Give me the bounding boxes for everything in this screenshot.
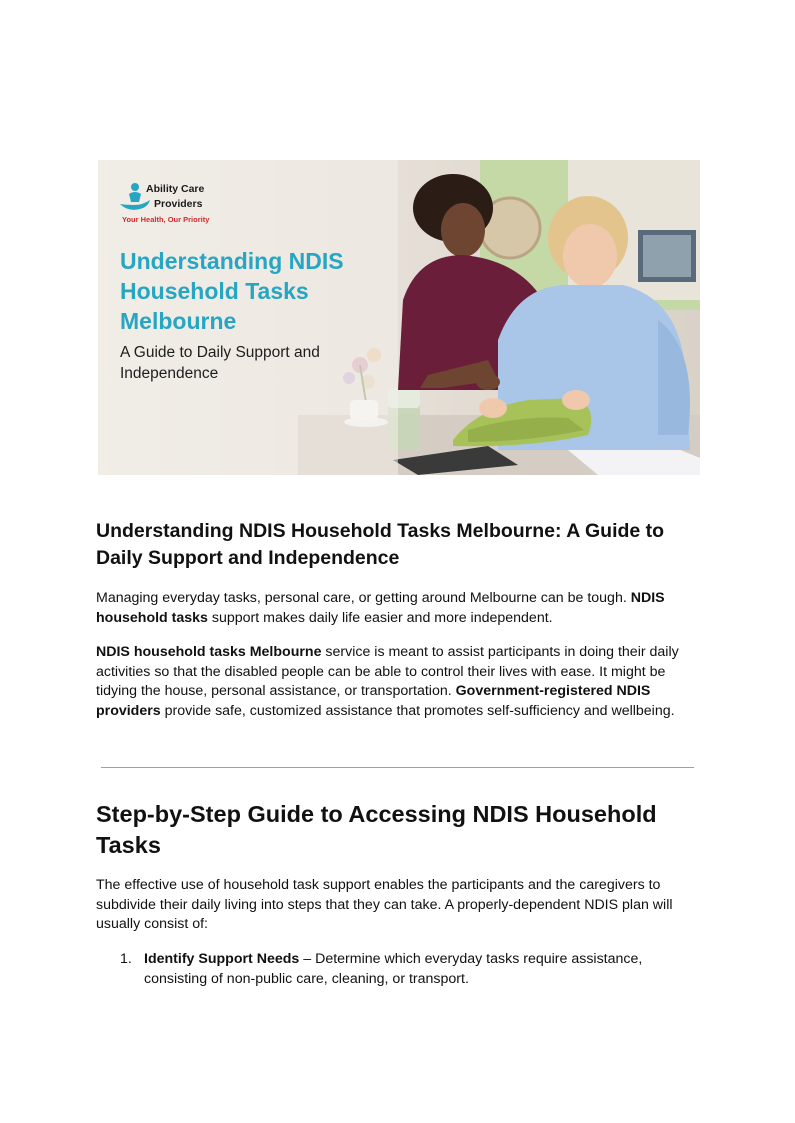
service-bold-1: NDIS household tasks Melbourne [96, 644, 322, 660]
banner-subtitle-line1: A Guide to Daily Support and [120, 344, 320, 361]
list-item-title: Identify Support Needs [144, 951, 300, 967]
logo-name-line2: Providers [154, 198, 203, 210]
list-item [96, 950, 706, 989]
logo-tagline: Your Health, Our Priority [122, 215, 210, 224]
section-heading: Step-by-Step Guide to Accessing NDIS Household Tasks [96, 801, 657, 858]
intro-bold: NDIS household tasks [96, 590, 665, 626]
banner-subtitle-line2: Independence [120, 365, 219, 382]
article-heading: Understanding NDIS Household Tasks Melbourne: A Guide to Daily Support and Independence [96, 520, 665, 569]
section-intro: The effective use of household task support enables the participants and the caregivers to subdivide their daily living into steps that they can take. A properly-dependent NDIS plan will usually consist of: [96, 877, 673, 933]
steps-list [96, 950, 706, 989]
list-item-text: – Determine which everyday tasks require assistance, consisting of non-public care, cleaning, or transport. [144, 951, 643, 987]
logo-name [146, 182, 204, 212]
banner-title-line2: Household Tasks [120, 278, 309, 304]
service-paragraph [96, 643, 706, 721]
banner-title-line1: Understanding NDIS [120, 248, 344, 274]
brand-logo [118, 178, 258, 234]
intro-paragraph [96, 589, 706, 628]
banner-title [120, 246, 380, 336]
logo-name-line1: Ability Care [146, 183, 205, 195]
service-text-2: provide safe, customized assistance that promotes self-sufficiency and wellbeing. [160, 702, 675, 719]
service-text-1: service is meant to assist participants in doing their daily activities so that the disabled people can be able to control their lives with ease. It might be tidying the house, personal assistance, or transportation. [96, 644, 679, 700]
intro-text-after: support makes daily life easier and more independent. [207, 609, 553, 626]
service-bold-2: Government-registered NDIS providers [96, 683, 651, 719]
hero-banner [98, 160, 700, 475]
horizontal-divider [101, 767, 694, 768]
intro-text-before: Managing everyday tasks, personal care, or getting around Melbourne can be tough. [96, 590, 631, 606]
banner-title-line3: Melbourne [120, 308, 237, 334]
list-item-number: 1. [120, 951, 132, 967]
banner-subtitle [120, 342, 370, 384]
